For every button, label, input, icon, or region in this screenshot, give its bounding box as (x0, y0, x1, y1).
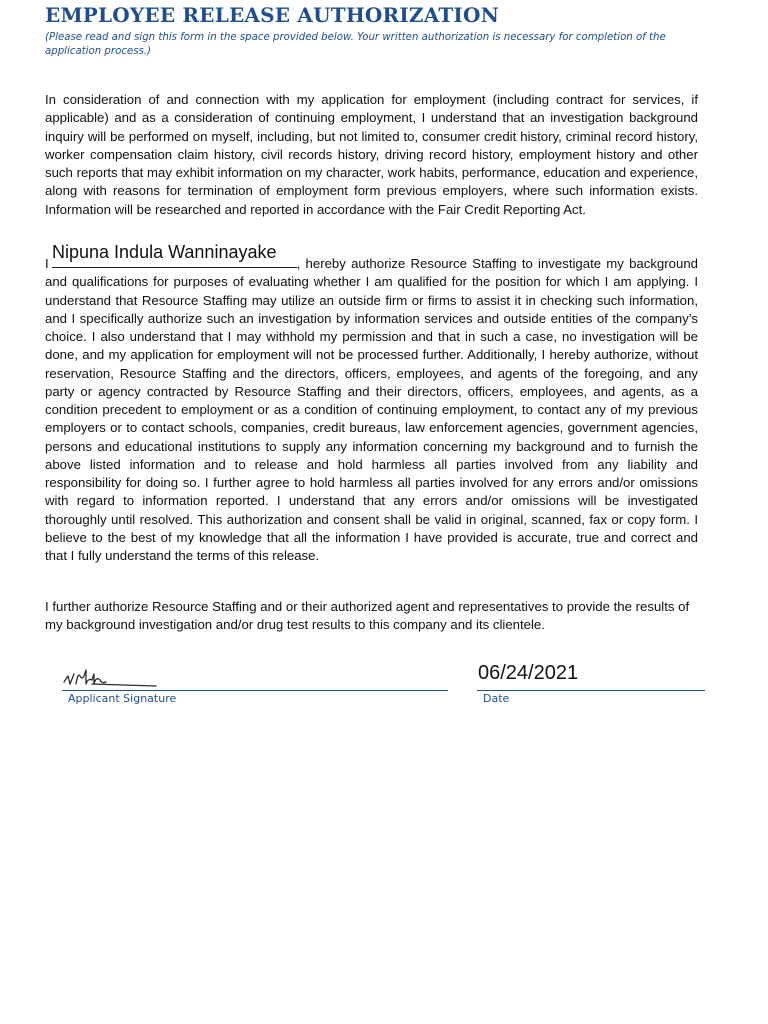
signature-image[interactable] (62, 662, 157, 690)
form-subtitle: (Please read and sign this form in the space provided below. Your written authorization is necessary for completion of the application process.) (45, 32, 666, 57)
consideration-paragraph: In consideration of and connection with my application for employment (including contract for services, if applicable) and as a consideration of continuing employment, I understand that an investigation background inquiry will be performed on myself, including, but not limited to, consumer credit history, criminal record history, worker compensation claim history, civil records history, driving record history, employment history and other such reports that may exhibit information on my character, work habits, performance, education and experience, along with reasons for termination of employment form previous employers, where such information exists. Information will be researched and reported in accordance with the Fair Credit Reporting Act. (45, 92, 698, 217)
signature-line (62, 690, 448, 691)
further-authorization-paragraph: I further authorize Resource Staffing and or their authorized agent and representatives to provide the results of my background investigation and/or drug test results to this company and its clientele. (45, 599, 690, 633)
date-label: Date (483, 692, 510, 705)
authorization-paragraph (45, 254, 698, 565)
date-field[interactable]: 06/24/2021 (478, 662, 579, 684)
form-title: EMPLOYEE RELEASE AUTHORIZATION (45, 3, 500, 27)
authorization-body: , hereby authorize Resource Staffing to investigate my background and qualifications for purposes of evaluating whether I am qualified for the position for which I am applying. I understand that Resource Staffing may utilize an outside firm or firms to assist it in checking such information, and I specifically authorize such an investigation by information services and outside entities of the company’s choice. I also understand that I may withhold my permission and that in such a case, no investigation will be done, and my application for employment will not be processed further. Additionally, I hereby authorize, without reservation, Resource Staffing and the directors, officers, employees, and agents of the foregoing, and any party or agency contracted by Resource Staffing and their directors, officers, employees, and agents, as a condition precedent to employment or as a condition of continuing employment, to contact any of my previous employers or to contact schools, companies, credit bureaus, law enforcement agencies, government agencies, persons and educational institutions to supply any information concerning my background and to furnish the above listed information and to release and hold harmless all parties involved from any liability and responsibility for doing so. I further agree to hold harmless all parties involved for any errors and/or omissions with regard to information reported. I understand that any errors and/or omissions will be investigated thoroughly until resolved. This authorization and consent shall be valid in original, scanned, fax or copy form. I believe to the best of my knowledge that all the information I have provided is accurate, true and correct and that I fully understand the terms of this release. (45, 256, 698, 563)
signature-label: Applicant Signature (68, 692, 177, 705)
applicant-name-field[interactable]: Nipuna Indula Wanninayake (52, 242, 277, 262)
paragraph-prefix: I (45, 256, 49, 271)
date-line (477, 690, 705, 691)
